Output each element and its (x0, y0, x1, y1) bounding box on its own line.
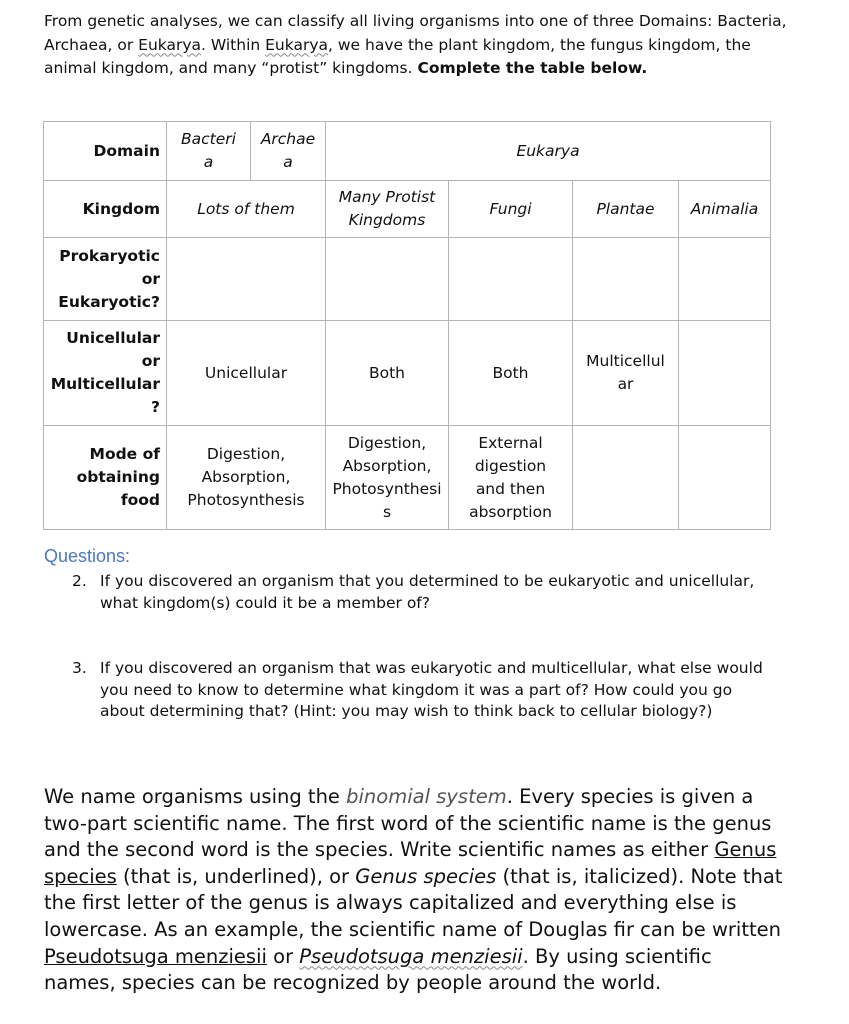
domain-eukarya: Eukarya (326, 122, 771, 181)
classification-table (43, 121, 771, 530)
questions-heading: Questions: (44, 546, 131, 566)
binomial-text: (that is, italicized). Note that the first letter of the genus is always capitalized and everything else is lowercase. As an example, the scientific name of Douglas fir can be written (44, 864, 783, 941)
food-prokaryotes: Digestion, Absorption, Photosynthesis (167, 426, 326, 530)
cell-type-plantae[interactable] (573, 238, 679, 321)
binomial-paragraph (44, 784, 784, 997)
kingdom-plantae: Plantae (573, 181, 679, 238)
question-item (72, 571, 772, 614)
binomial-text: We name organisms using the (44, 785, 347, 808)
underlined-example: Genus species (44, 838, 777, 888)
question-text: If you discovered an organism that you determined to be eukaryotic and unicellular, what kingdom(s) could it be a member of? (100, 572, 755, 612)
cell-type-row (44, 238, 771, 321)
food-row (44, 426, 771, 530)
cell-type-fungi[interactable] (449, 238, 573, 321)
question-item (72, 658, 772, 723)
binomial-text: (that is, underlined), or (116, 864, 356, 888)
underlined-name: Pseudotsuga menziesii (44, 944, 267, 968)
food-header: Mode of obtaining food (44, 426, 167, 530)
food-fungi: External digestion and then absorption (449, 426, 573, 530)
intro-text-2: . Within (201, 35, 266, 54)
domain-bacteria: Bacteri a (167, 122, 251, 181)
intro-eukarya-1: Eukarya (138, 35, 202, 54)
kingdom-animalia: Animalia (679, 181, 771, 238)
cell-type-protists[interactable] (326, 238, 449, 321)
binomial-text: . By using scientific names, species can be recognized by people around the world. (44, 944, 712, 995)
cell-type-animalia[interactable] (679, 238, 771, 321)
binomial-text: . Every species is given a two-part scientific name. The first word of the scientific name is the genus and the second word is the species. Write scientific names as either (44, 785, 772, 862)
intro-instruction: Complete the table below. (417, 59, 648, 77)
question-number: 2. (72, 572, 87, 590)
kingdom-protists: Many Protist Kingdoms (326, 181, 449, 238)
cellularity-protists: Both (326, 321, 449, 426)
kingdom-header: Kingdom (44, 181, 167, 238)
intro-text-1: From genetic analyses, we can classify all living organisms into one of three Domains: Bacteria, Archaea, or (44, 12, 787, 54)
cell-type-header: Prokaryotic or Eukaryotic? (44, 238, 167, 321)
kingdom-row (44, 181, 771, 238)
binomial-term: binomial system (346, 785, 507, 808)
question-list (72, 571, 772, 723)
binomial-text: or (266, 944, 300, 968)
italic-example: Genus species (355, 864, 497, 888)
cellularity-header: Unicellular or Multicellular ? (44, 321, 167, 426)
domain-header: Domain (44, 122, 167, 181)
domain-archaea: Archae a (251, 122, 326, 181)
question-text: If you discovered an organism that was eukaryotic and multicellular, what else would you need to know to determine what kingdom it was a part of? How could you go about determining that? (Hint: you may wish to think back to cellular biology?) (100, 659, 763, 720)
intro-paragraph (44, 10, 804, 81)
cellularity-animalia[interactable] (679, 321, 771, 426)
intro-text-3: , we have the plant kingdom, the fungus kingdom, the animal kingdom, and many “protist” kingdoms. (44, 35, 751, 77)
food-animalia[interactable] (679, 426, 771, 530)
cellularity-prokaryotes: Unicellular (167, 321, 326, 426)
intro-eukarya-2: Eukarya (265, 35, 329, 54)
italic-name: Pseudotsuga menziesii (299, 944, 523, 968)
cellularity-row (44, 321, 771, 426)
cellularity-fungi: Both (449, 321, 573, 426)
kingdom-prokaryotes: Lots of them (167, 181, 326, 238)
food-plantae[interactable] (573, 426, 679, 530)
cell-type-prokaryotes[interactable] (167, 238, 326, 321)
food-protists: Digestion, Absorption, Photosynthesi s (326, 426, 449, 530)
cellularity-plantae: Multicellul ar (573, 321, 679, 426)
question-number: 3. (72, 659, 87, 677)
domain-row (44, 122, 771, 181)
kingdom-fungi: Fungi (449, 181, 573, 238)
